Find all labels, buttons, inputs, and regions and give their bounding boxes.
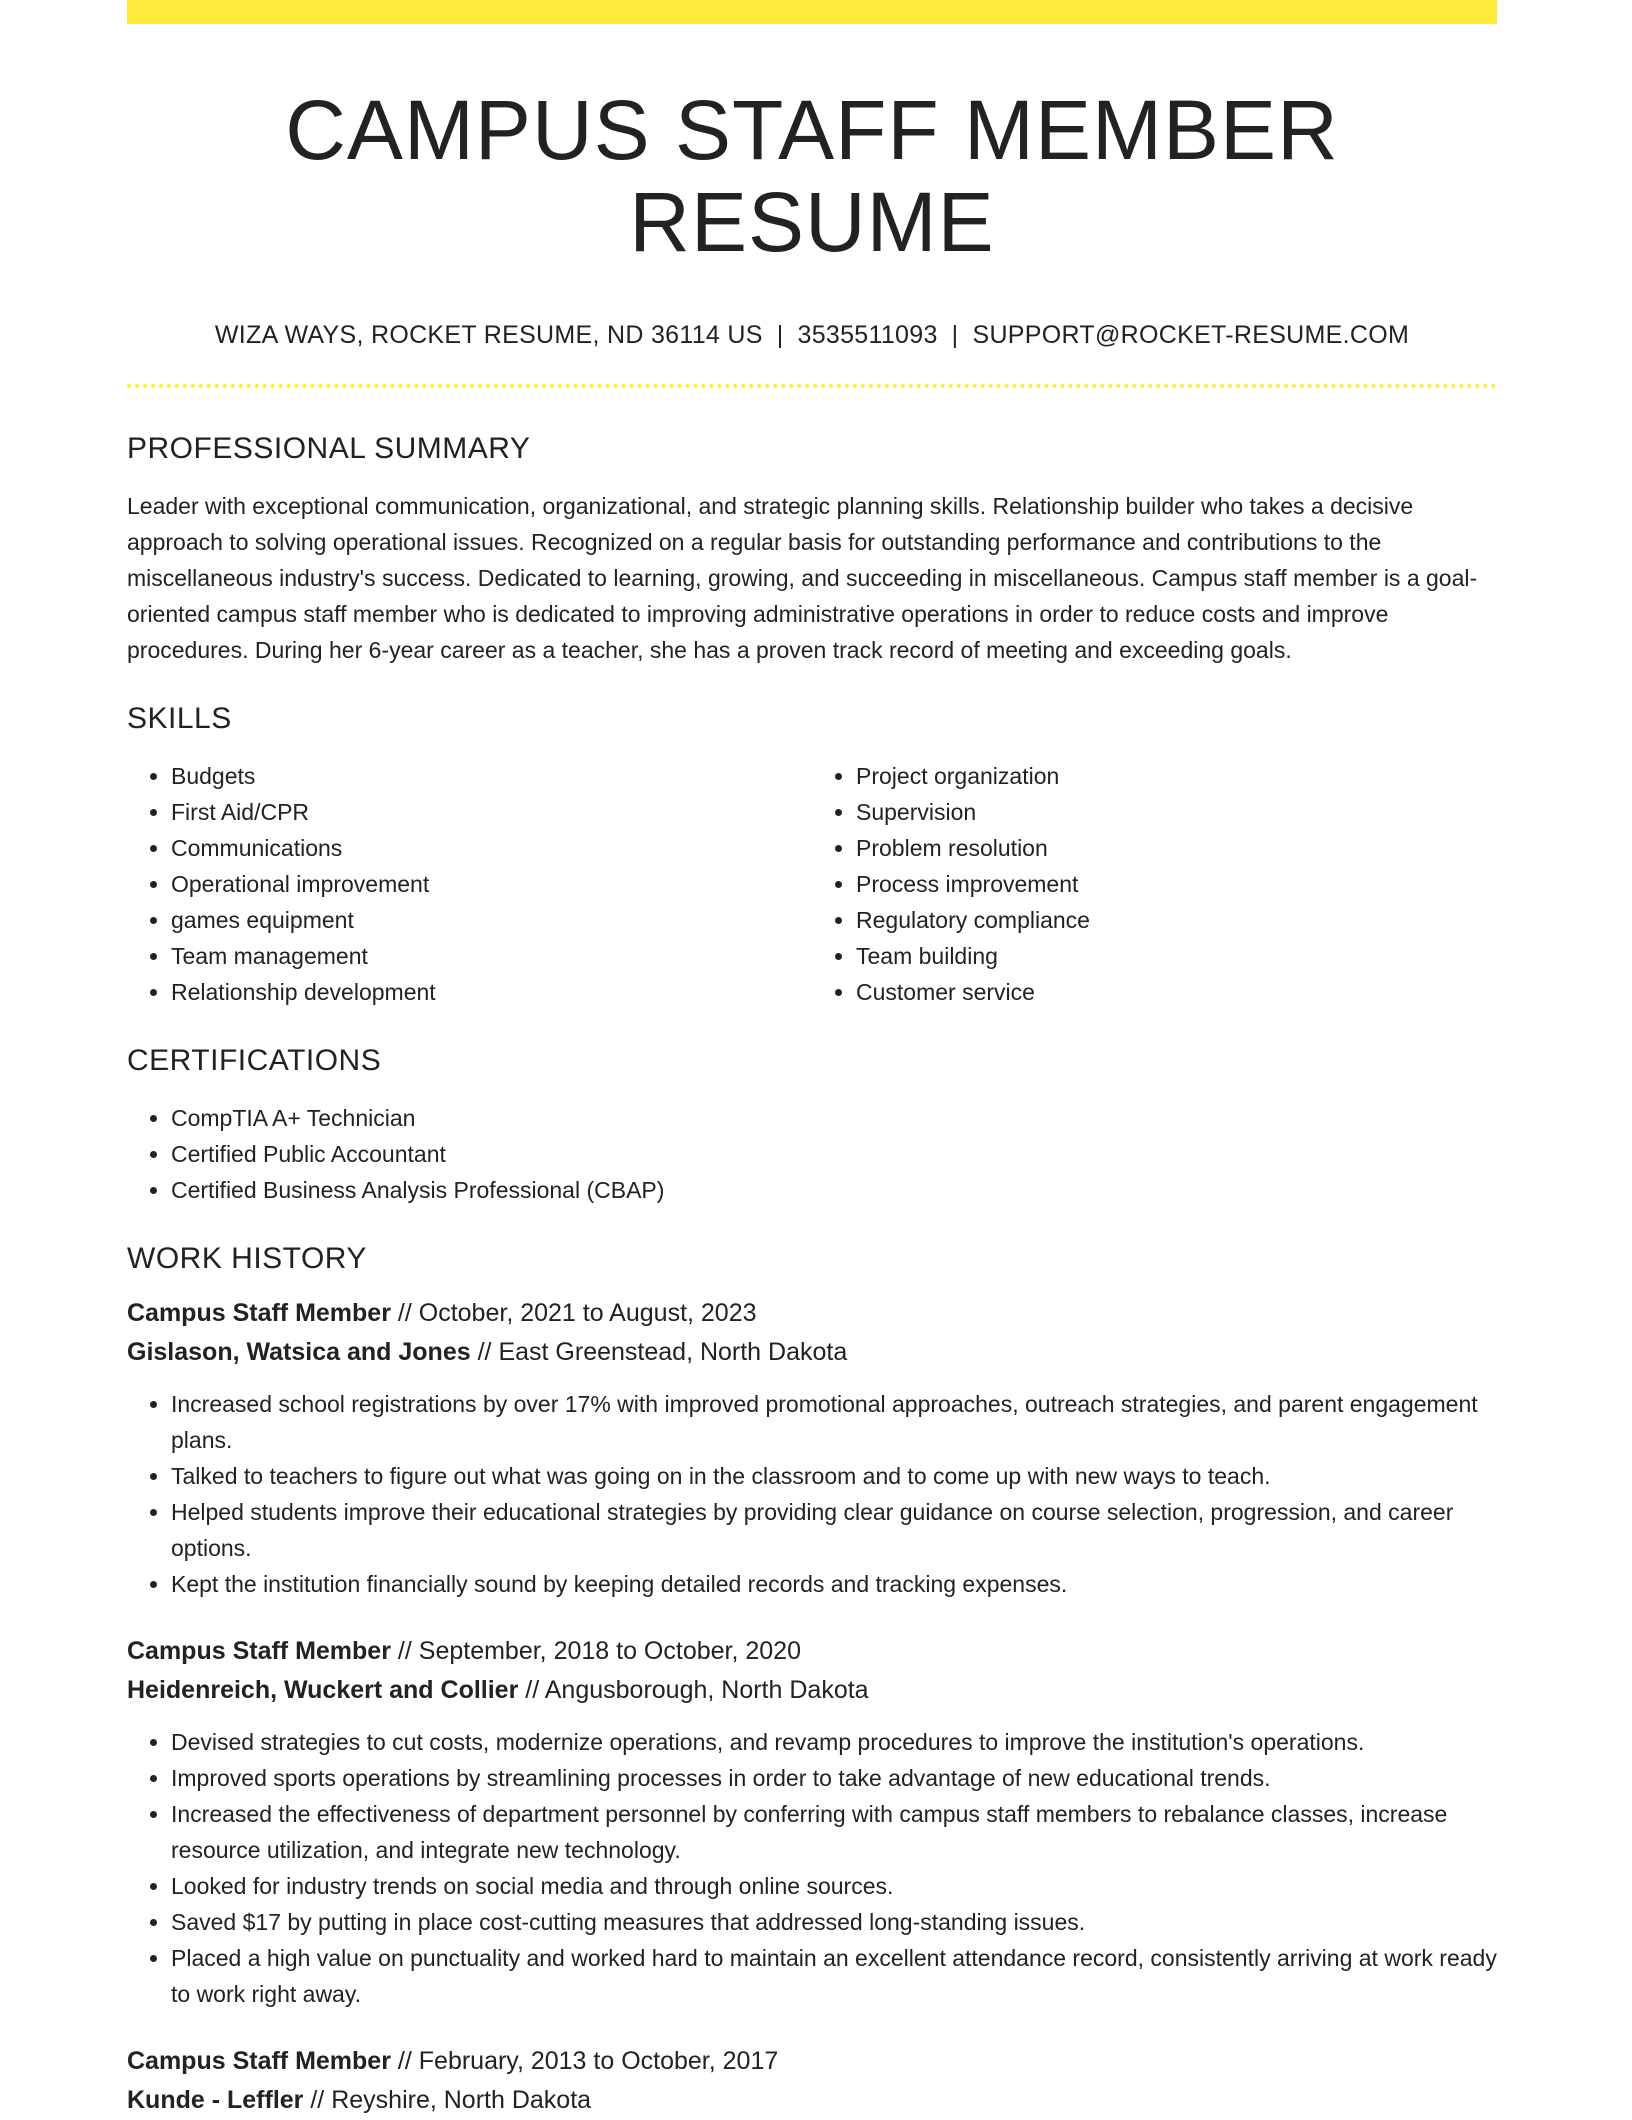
contact-email: SUPPORT@ROCKET-RESUME.COM [972,320,1410,349]
job-title-line [127,1294,1497,1333]
job-company-line [127,1333,1497,1372]
job-company-line [127,1671,1497,1710]
resume-title: CAMPUS STAFF MEMBER RESUME [285,83,1339,270]
skill-item: • First Aid/CPR [171,794,812,830]
skill-item: • Regulatory compliance [856,902,1497,938]
dotted-divider [127,384,1497,388]
contact-separator: | [951,320,959,349]
skill-item: • Problem resolution [856,830,1497,866]
job-separator: // [525,1675,540,1704]
certification-item: • Certified Business Analysis Professional (CBAP) [171,1172,1497,1208]
skills-columns [127,758,1497,1010]
skill-item: • Team management [171,938,812,974]
contact-address: WIZA WAYS, ROCKET RESUME, ND 36114 US [214,320,763,349]
job-bullets [127,1386,1497,1602]
job-company: Gislason, Watsica and Jones [127,1337,471,1366]
skill-item: • Budgets [171,758,812,794]
skills-list-right [812,758,1497,1010]
job-title: Campus Staff Member [127,2046,391,2075]
job-bullet: • Placed a high value on punctuality and worked hard to maintain an excellent attendance record, consistently arriving at work ready to work right away. [171,1940,1497,2012]
job-bullet: • Looked for industry trends on social media and through online sources. [171,1868,1497,1904]
job-dates: September, 2018 to October, 2020 [418,1636,801,1665]
job-company-line [127,2081,1497,2120]
job-company: Heidenreich, Wuckert and Collier [127,1675,519,1704]
job-separator: // [477,1337,492,1366]
summary-text: Leader with exceptional communication, organizational, and strategic planning skills. Relationship builder who takes a decisive approach to solving operational issues. Recognized on a regular basis for outstanding performance and contributions to the miscellaneous industry's success. Dedicated to learning, growing, and succeeding in miscellaneous. Campus staff member is a goal-oriented campus staff member who is dedicated to improving administrative operations in order to reduce costs and improve procedures. During her 6-year career as a teacher, she has a proven track record of meeting and exceeding goals. [127,492,1478,663]
job-bullet: • Increased the effectiveness of department personnel by conferring with campus staff members to rebalance classes, increase resource utilization, and integrate new technology. [171,1796,1497,1868]
certifications-list [127,1100,1497,1208]
skills-list-left [127,758,812,1010]
job-title: Campus Staff Member [127,1298,391,1327]
job-separator: // [397,1636,412,1665]
summary-heading: PROFESSIONAL SUMMARY [127,431,531,465]
job-location: Reyshire, North Dakota [331,2085,592,2114]
job-bullet: • Increased school registrations by over 17% with improved promotional approaches, outreach strategies, and parent engagement plans. [171,1386,1497,1458]
contact-phone: 3535511093 [797,320,938,349]
job-dates: February, 2013 to October, 2017 [418,2046,779,2075]
resume-page [127,0,1497,2120]
job-location: Angusborough, North Dakota [544,1675,869,1704]
job-bullets [127,1724,1497,2012]
skill-item: • Customer service [856,974,1497,1010]
job-location: East Greenstead, North Dakota [498,1337,848,1366]
job-bullet: • Saved $17 by putting in place cost-cutting measures that addressed long-standing issues. [171,1904,1497,1940]
certifications-heading: CERTIFICATIONS [127,1043,382,1077]
accent-bar [127,0,1497,24]
work-history-heading: WORK HISTORY [127,1241,367,1275]
job-title: Campus Staff Member [127,1636,391,1665]
skill-item: • Team building [856,938,1497,974]
skill-item: • games equipment [171,902,812,938]
job-separator: // [310,2085,325,2114]
job-title-line [127,1632,1497,1671]
job-separator: // [397,1298,412,1327]
job-bullet: • Devised strategies to cut costs, modernize operations, and revamp procedures to improve the institution's operations. [171,1724,1497,1760]
job-bullet: • Helped students improve their educational strategies by providing clear guidance on course selection, progression, and career options. [171,1494,1497,1566]
job-bullet: • Improved sports operations by streamlining processes in order to take advantage of new educational trends. [171,1760,1497,1796]
job-bullet: • Kept the institution financially sound by keeping detailed records and tracking expenses. [171,1566,1497,1602]
contact-line [127,321,1497,350]
job-company: Kunde - Leffler [127,2085,304,2114]
skill-item: • Communications [171,830,812,866]
skill-item: • Operational improvement [171,866,812,902]
job-entry [127,2042,1497,2120]
certification-item: • CompTIA A+ Technician [171,1100,1497,1136]
job-entry [127,1294,1497,1602]
skill-item: • Relationship development [171,974,812,1010]
skill-item: • Project organization [856,758,1497,794]
skill-item: • Supervision [856,794,1497,830]
job-dates: October, 2021 to August, 2023 [418,1298,757,1327]
contact-separator: | [776,320,784,349]
skill-item: • Process improvement [856,866,1497,902]
certification-item: • Certified Public Accountant [171,1136,1497,1172]
job-entry [127,1632,1497,2012]
job-title-line [127,2042,1497,2081]
skills-heading: SKILLS [127,701,232,735]
job-bullet: • Talked to teachers to figure out what was going on in the classroom and to come up with new ways to teach. [171,1458,1497,1494]
job-separator: // [397,2046,412,2075]
